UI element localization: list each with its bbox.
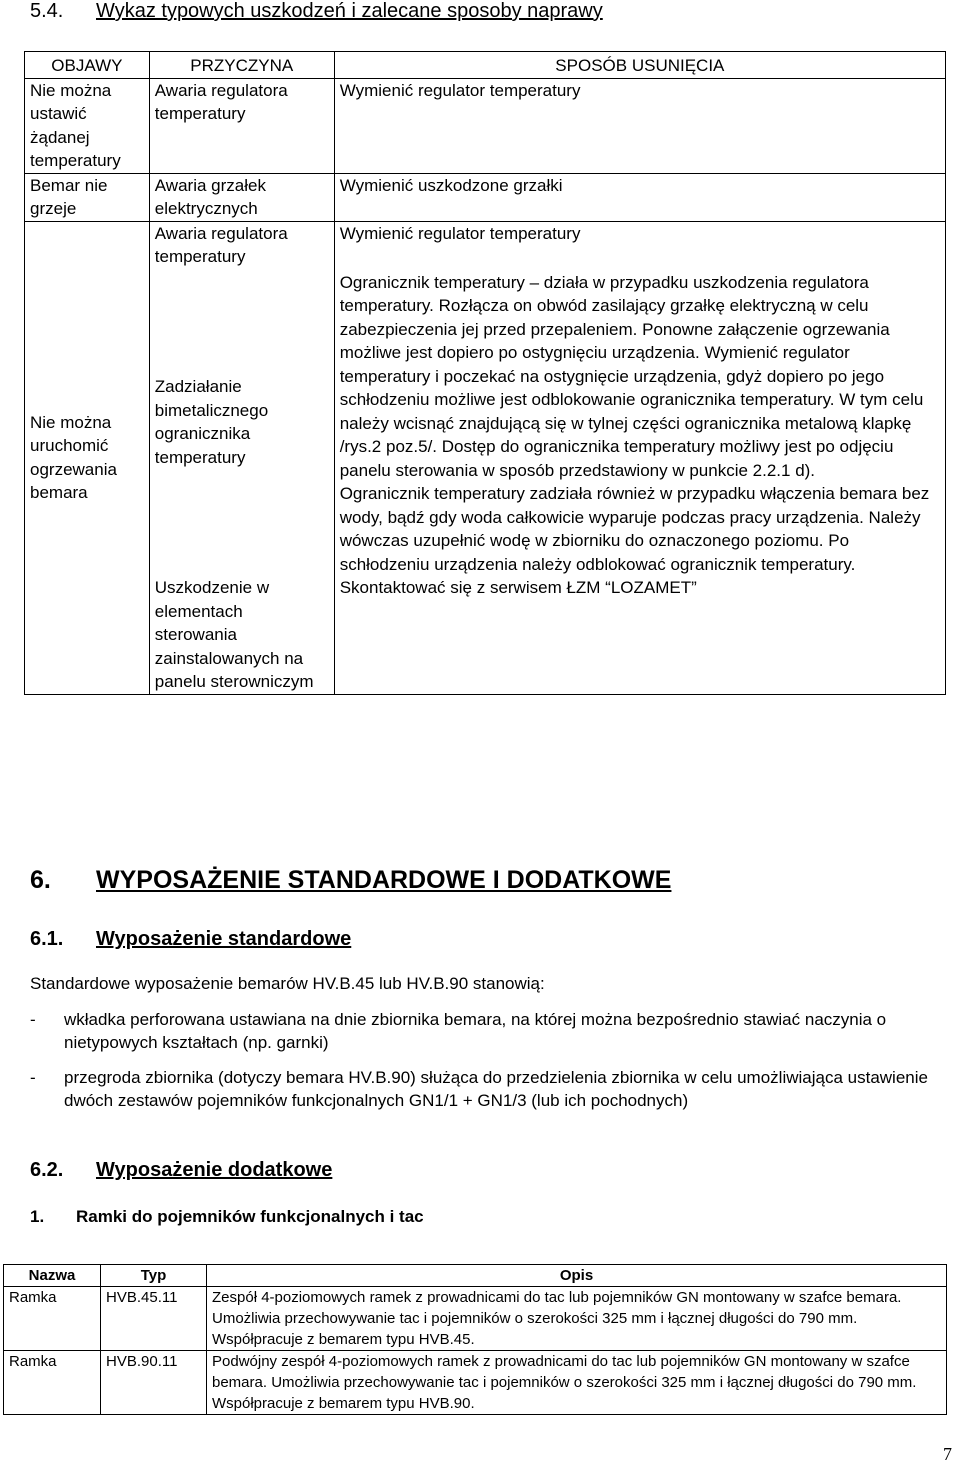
table-row [25, 221, 946, 269]
dash-marker: - [30, 1010, 36, 1029]
table-row [25, 78, 946, 173]
section-number: 6. [30, 866, 51, 894]
name-cell: Ramka [4, 1351, 101, 1415]
section-heading: WYPOSAŻENIE STANDARDOWE I DODATKOWE [96, 866, 672, 894]
table-row [4, 1287, 947, 1351]
header-symptoms: OBJAWY [25, 52, 150, 79]
symptom-cell: Nie można ustawić żądanej temperatury [25, 78, 150, 173]
section-number: 6.2. [30, 1159, 64, 1181]
header-desc: Opis [207, 1265, 947, 1287]
section-title [30, 0, 603, 22]
symptom-cell: Bemar nie grzeje [25, 173, 150, 221]
repair-table-header [25, 52, 946, 79]
fix-cell: Wymienić regulator temperatury [334, 221, 945, 269]
cause-cell: Awaria regulatora temperatury [149, 78, 334, 173]
symptom-cell: Nie można uruchomić ogrzewania bemara [25, 221, 150, 694]
fix-paragraph: Ogranicznik temperatury zadziała również w przypadku włączenia bemara bez wody, bądź gdy woda całkowicie wyparuje podczas pracy urządzenia. Należy wówczas uzupełnić wodę w zbiorniku do oznaczonego poziomu. Po schłodzeniu urządzenia należy odblokować ogranicznik temperatury. [339, 484, 930, 574]
section-6-1-heading [30, 928, 351, 951]
cause-cell: Uszkodzenie w elementach sterowania zainstalowanych na panelu sterowniczym [149, 576, 334, 694]
type-cell: HVB.45.11 [101, 1287, 207, 1351]
section-heading: Wykaz typowych uszkodzeń i zalecane sposoby naprawy [96, 0, 603, 22]
item-title: Ramki do pojemników funkcjonalnych i tac [76, 1207, 424, 1226]
section-heading: Wyposażenie standardowe [96, 928, 352, 950]
frames-table [3, 1264, 947, 1415]
cause-cell: Awaria regulatora temperatury [149, 221, 334, 269]
name-cell: Ramka [4, 1287, 101, 1351]
type-cell: HVB.90.11 [101, 1351, 207, 1415]
section-number: 6.1. [30, 928, 64, 950]
header-fix: SPOSÓB USUNIĘCIA [334, 52, 945, 79]
table-row [25, 173, 946, 221]
list-item [30, 1008, 950, 1054]
fix-cell: Wymienić regulator temperatury [334, 78, 945, 173]
fix-cell: Skontaktować się z serwisem ŁZM “LOZAMET” [334, 576, 945, 694]
fix-cell [334, 269, 945, 577]
dash-marker: - [30, 1068, 36, 1087]
repair-table [24, 51, 946, 695]
list-item [30, 1066, 950, 1112]
section-heading: Wyposażenie dodatkowe [96, 1159, 333, 1181]
list-item-text: wkładka perforowana ustawiana na dnie zbiornika bemara, na której można bezpośrednio stawiać naczynia o nietypowych kształtach (np. garnki) [64, 1010, 887, 1052]
item-1-heading [30, 1207, 424, 1227]
page-number: 7 [943, 1444, 952, 1464]
fix-cell: Wymienić uszkodzone grzałki [334, 173, 945, 221]
table-row [25, 269, 946, 577]
header-name: Nazwa [4, 1265, 101, 1287]
header-cause: PRZYCZYNA [149, 52, 334, 79]
desc-cell: Zespół 4-poziomowych ramek z prowadnicami do tac lub pojemników GN montowany w szafce bemara. Umożliwia przechowywanie tac i pojemników o szerokości 325 mm i łącznej długości do 790 mm. Współpracuje z bemarem typu HVB.45. [207, 1287, 947, 1351]
section-number: 5.4. [30, 0, 64, 22]
cause-cell: Awaria grzałek elektrycznych [149, 173, 334, 221]
frames-table-header [4, 1265, 947, 1287]
section-6-heading [30, 866, 671, 895]
standard-equipment-intro: Standardowe wyposażenie bemarów HV.B.45 lub HV.B.90 stanowią: [30, 974, 545, 993]
item-number: 1. [30, 1207, 45, 1226]
section-6-2-heading [30, 1159, 332, 1182]
desc-cell: Podwójny zespół 4-poziomowych ramek z prowadnicami do tac lub pojemników GN montowany w szafce bemara. Umożliwia przechowywanie tac i pojemników o szerokości 325 mm i łącznej długości do 790 mm. Współpracuje z bemarem typu HVB.90. [207, 1351, 947, 1415]
table-row [25, 576, 946, 694]
list-item-text: przegroda zbiornika (dotyczy bemara HV.B.90) służąca do przedzielenia zbiornika w celu umożliwiająca ustawienie dwóch zestawów pojemników funkcjonalnych GN1/1 + GN1/3 (lub ich pochodnych) [64, 1068, 928, 1110]
standard-equipment-list [30, 1008, 950, 1124]
fix-paragraph: Ogranicznik temperatury – działa w przypadku uszkodzenia regulatora temperatury. Rozłącza on obwód zasilający grzałkę elektryczną w celu zabezpieczenia jej przed przepaleniem. Ponowne załączenie ogrzewania możliwe jest dopiero po ostygnięciu urządzenia. Wymienić regulator temperatury i poczekać na ostygnięcie urządzenia, gdyż dopiero po jego schłodzeniu możliwe jest odblokowanie ogranicznika temperatury. W tym celu należy wcisnąć znajdującą się w tylnej części ogranicznika metalową klapkę /rys.2 poz.5/. Dostęp do ogranicznika temperatury możliwy jest po odjęciu panelu sterowania w sposób przedstawiony w punkcie 2.2.1 d). [339, 272, 924, 480]
table-row [4, 1351, 947, 1415]
cause-cell: Zadziałanie bimetalicznego ogranicznika temperatury [149, 269, 334, 577]
header-type: Typ [101, 1265, 207, 1287]
